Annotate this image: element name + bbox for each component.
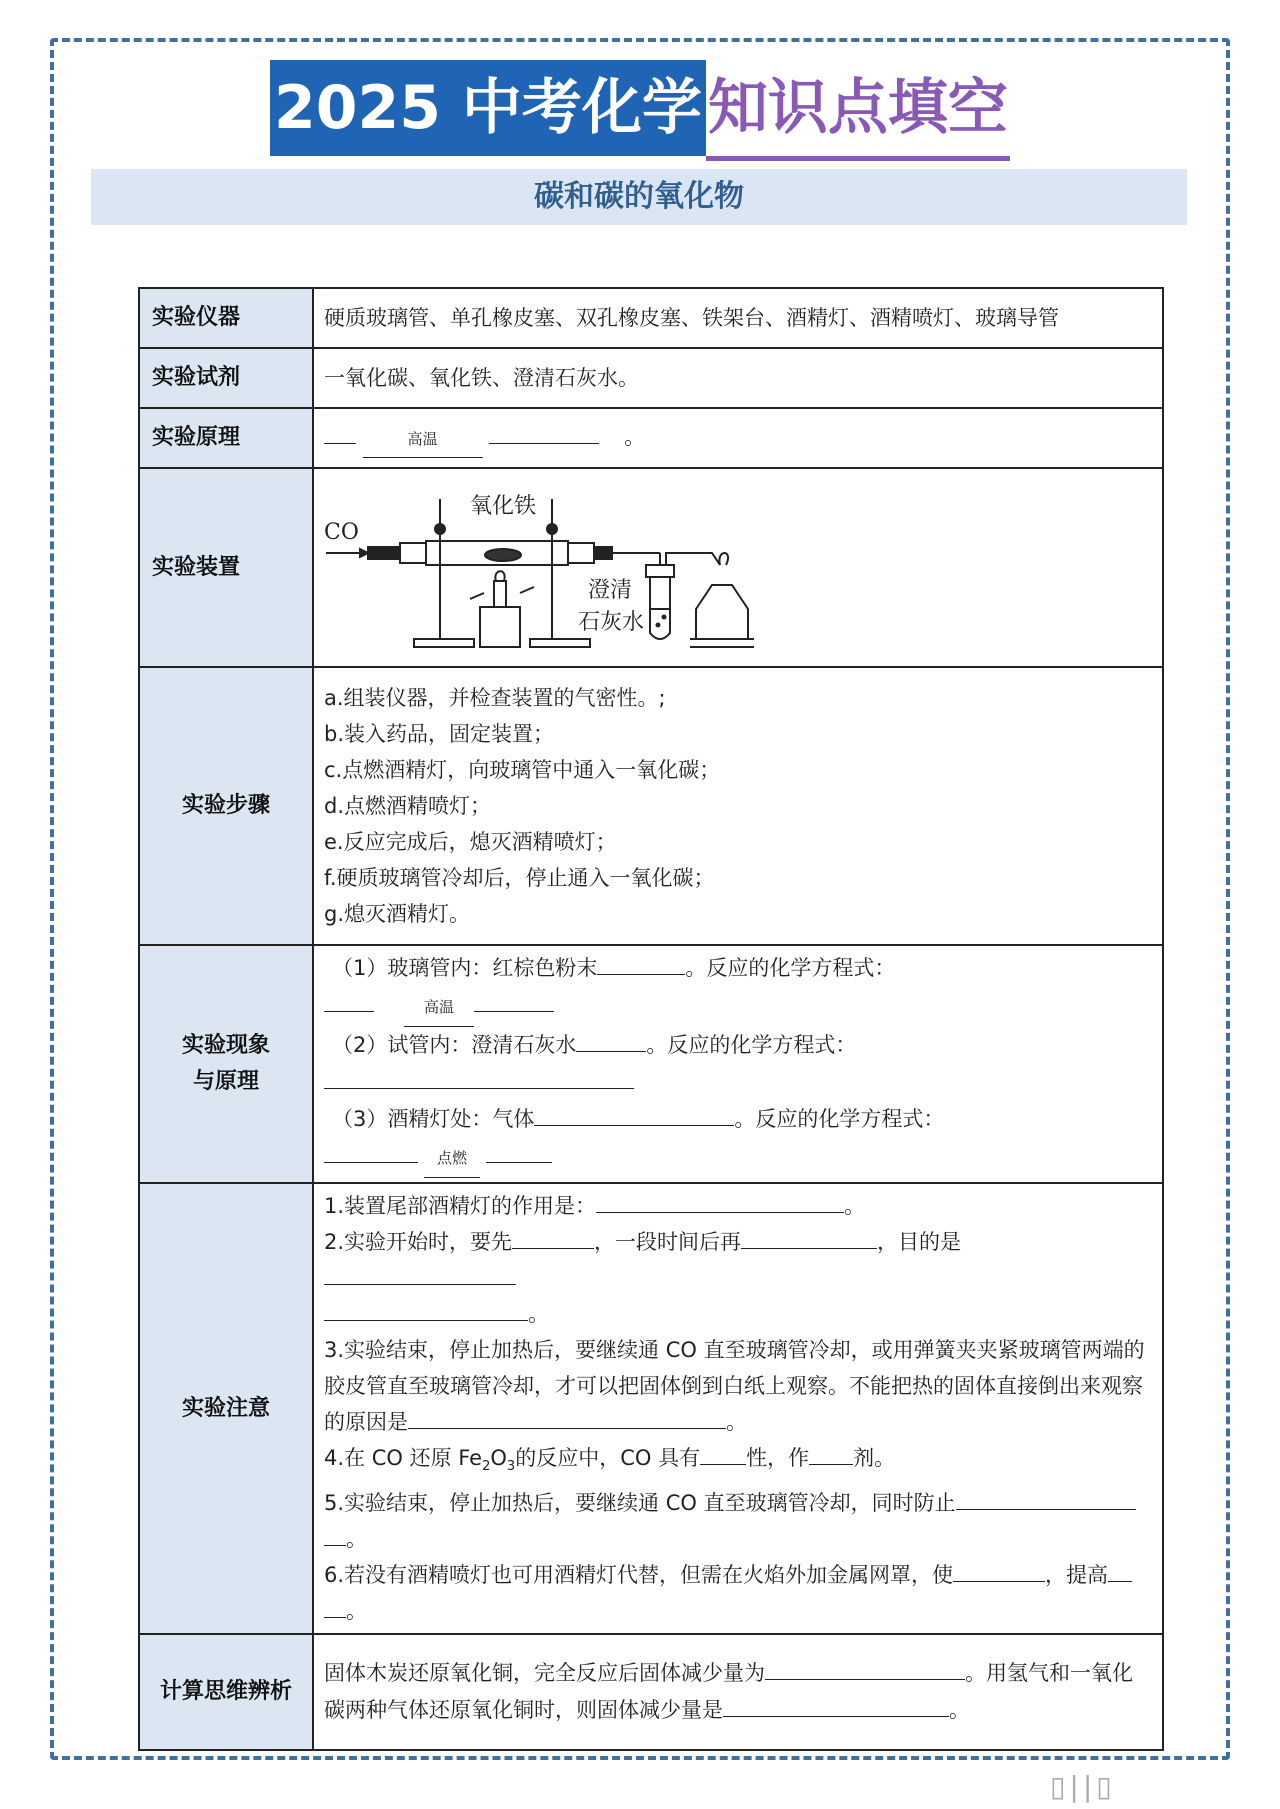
note-1: 1.装置尾部酒精灯的作用是： (324, 1194, 597, 1218)
content-instruments: 硬质玻璃管、单孔橡皮塞、双孔橡皮塞、铁架台、酒精灯、酒精喷灯、玻璃导管 (313, 288, 1163, 348)
note-6-tail: 。 (346, 1599, 367, 1624)
period: 。 (624, 424, 646, 449)
label-steps: 实验步骤 (139, 667, 313, 945)
section-subtitle: 碳和碳的氧化物 (91, 169, 1187, 225)
label-limewater-1: 澄清 (588, 578, 633, 603)
phenomenon-1-tail: 。反应的化学方程式： (685, 956, 896, 980)
content-principle (313, 408, 1163, 468)
calc-text: 固体木炭还原氧化铜，完全反应后固体减少量为 (324, 1661, 765, 1686)
blank[interactable] (723, 1692, 949, 1717)
blank[interactable] (809, 1440, 853, 1465)
step-item: f.硬质玻璃管冷却后，停止通入一氧化碳； (324, 866, 715, 890)
blank[interactable] (324, 1138, 418, 1163)
note-1-tail: 。 (844, 1194, 866, 1218)
note-3-tail: 。 (726, 1410, 747, 1434)
blank[interactable] (1108, 1557, 1132, 1582)
label-phenomena (139, 945, 313, 1183)
row-instruments (139, 288, 1163, 348)
blank[interactable] (408, 1404, 726, 1429)
note-2: 2.实验开始时，要先 (324, 1230, 513, 1254)
content-reagents: 一氧化碳、氧化铁、澄清石灰水。 (313, 348, 1163, 408)
subscript: 2 (482, 1459, 491, 1475)
title-highlight: 2025 中考化学 (270, 60, 706, 156)
blank[interactable] (324, 419, 356, 444)
row-apparatus (139, 468, 1163, 667)
note-2-tail: 。 (528, 1302, 549, 1326)
blank[interactable] (324, 1260, 516, 1285)
blank[interactable] (324, 1521, 346, 1546)
label-reagents: 实验试剂 (139, 348, 313, 408)
label-phenomena-line1: 实验现象 (181, 1033, 270, 1058)
subscript: 3 (506, 1459, 516, 1475)
step-item: g.熄灭酒精灯。 (324, 902, 471, 926)
row-calc (139, 1634, 1163, 1750)
label-instruments: 实验仪器 (139, 288, 313, 348)
blank[interactable] (324, 987, 374, 1012)
note-4-mid: 的反应中，CO 具有 (515, 1446, 701, 1470)
blank[interactable] (474, 987, 554, 1012)
apparatus-diagram (320, 469, 770, 655)
note-4: 4.在 CO 还原 Fe (324, 1446, 483, 1470)
blank[interactable] (765, 1655, 965, 1680)
row-phenomena (139, 945, 1163, 1183)
step-item: c.点燃酒精灯，向玻璃管中通入一氧化碳； (324, 758, 721, 782)
label-iron-oxide: 氧化铁 (470, 494, 537, 519)
note-5-tail: 。 (346, 1527, 367, 1552)
blank[interactable] (512, 1224, 594, 1249)
blank[interactable] (324, 1296, 528, 1321)
blank[interactable] (489, 419, 599, 444)
note-6-mid: ，提高 (1045, 1563, 1109, 1588)
note-4-tail: 剂。 (853, 1446, 896, 1470)
calc-text-tail: 。 (949, 1698, 970, 1723)
condition-label: 点燃 (424, 1140, 480, 1178)
content-phenomena (313, 945, 1163, 1183)
note-4-role: 性，作 (746, 1446, 810, 1470)
experiment-table (138, 287, 1164, 1751)
blank[interactable] (956, 1485, 1136, 1510)
note-2-purpose: ，目的是 (877, 1230, 962, 1254)
note-2-mid: ，一段时间后再 (594, 1230, 742, 1254)
label-calc: 计算思维辨析 (139, 1634, 313, 1750)
phenomenon-3-tail: 。反应的化学方程式： (734, 1107, 945, 1131)
blank[interactable] (700, 1440, 746, 1465)
blank[interactable] (486, 1138, 552, 1163)
watermark-icon: ▯||▯ (1050, 1770, 1116, 1803)
blank[interactable] (741, 1224, 877, 1249)
title-underlined: 知识点填空 (706, 60, 1010, 161)
blank[interactable] (534, 1101, 734, 1126)
content-apparatus (313, 468, 1163, 667)
label-phenomena-line2: 与原理 (192, 1069, 259, 1094)
row-notes (139, 1183, 1163, 1634)
condition-label: 高温 (363, 421, 483, 458)
phenomenon-2: （2）试管内：澄清石灰水 (332, 1033, 577, 1057)
phenomenon-1: （1）玻璃管内：红棕色粉末 (332, 956, 598, 980)
label-co: CO (324, 520, 359, 545)
step-item: d.点燃酒精喷灯； (324, 794, 492, 818)
label-principle: 实验原理 (139, 408, 313, 468)
phenomenon-3: （3）酒精灯处：气体 (332, 1107, 535, 1131)
blank[interactable] (596, 1188, 844, 1213)
row-steps (139, 667, 1163, 945)
calc-text-mid: 。用氢气和一氧化碳两种气体还原氧化铜时，则固体减少量是 (324, 1661, 1133, 1723)
label-limewater-2: 石灰水 (578, 610, 645, 635)
blank[interactable] (576, 1027, 646, 1052)
blank[interactable] (597, 950, 685, 975)
page-title (0, 60, 1280, 161)
label-notes: 实验注意 (139, 1183, 313, 1634)
content-steps (313, 667, 1163, 945)
step-item: b.装入药品，固定装置； (324, 722, 555, 746)
step-item: a.组装仪器，并检查装置的气密性。; (324, 686, 666, 710)
note-6: 6.若没有酒精喷灯也可用酒精灯代替，但需在火焰外加金属网罩，使 (324, 1563, 954, 1588)
blank[interactable] (324, 1593, 346, 1618)
note-5: 5.实验结束，停止加热后，要继续通 CO 直至玻璃管冷却，同时防止 (324, 1491, 956, 1516)
label-apparatus: 实验装置 (139, 468, 313, 667)
condition-label: 高温 (404, 989, 474, 1027)
row-principle (139, 408, 1163, 468)
blank[interactable] (953, 1557, 1045, 1582)
note-3: 3.实验结束，停止加热后，要继续通 CO 直至玻璃管冷却，或用弹簧夹夹紧玻璃管两端的胶皮管直至玻璃管冷却，才可以把固体倒到白纸上观察。不能把热的固体直接倒出来观察的原因是 (324, 1338, 1145, 1434)
step-item: e.反应完成后，熄灭酒精喷灯； (324, 830, 617, 854)
blank[interactable] (324, 1064, 634, 1089)
note-4-oxygen: O (490, 1446, 507, 1470)
phenomenon-2-tail: 。反应的化学方程式： (646, 1033, 857, 1057)
row-reagents (139, 348, 1163, 408)
content-notes (313, 1183, 1163, 1634)
content-calc (313, 1634, 1163, 1750)
